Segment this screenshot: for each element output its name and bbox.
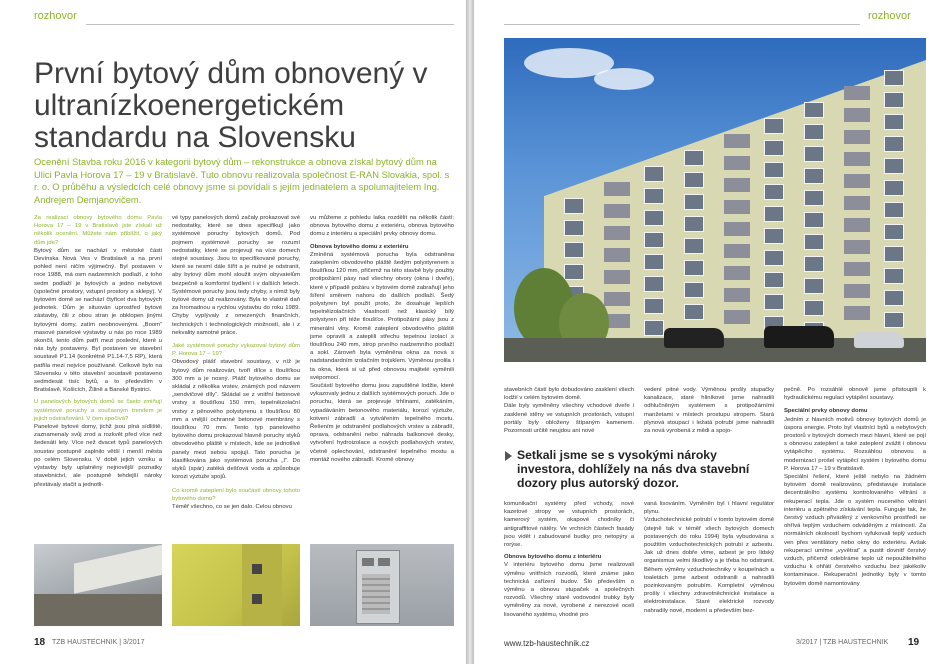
footer-magazine-right: 3/2017 | TZB HAUSTECHNIK <box>796 639 889 646</box>
window <box>644 188 664 204</box>
subheading: Obnova bytového domu z exteriéru <box>310 243 409 250</box>
page-number: 18 <box>34 637 46 648</box>
window <box>804 190 824 206</box>
loggia <box>604 248 630 262</box>
paragraph: V interiéru bytového domu jsme realizovali výměnu vnitřních rozvodů, které známe jako technická zařízení budov. Šlo především o výměnu a obnovu stupaček a společných rozvodů. Všechny staré vodovodní trubky byly vyměněny za nové, vyrobené z nerezové oceli lisovaného systému, vhodné pro <box>504 562 634 618</box>
window <box>564 264 584 280</box>
window <box>884 224 904 240</box>
window <box>804 256 824 272</box>
loggia <box>844 218 870 232</box>
paragraph: pečně. Po rozsáhlé obnově jsme přistoupili k hydraulickému regulaci vytápění soustavy. <box>784 387 926 402</box>
window <box>884 70 904 86</box>
pull-quote <box>505 448 755 490</box>
paragraph: Dále byly vyměněny všechny vchodové dveře i zasklené stěny ve vstupních prostorách, vstupní portály byly obloženy štípaným kamenem. Pozornosti určitě neujdou ani nové <box>504 403 634 435</box>
loggia <box>844 306 870 320</box>
loggia <box>724 134 750 148</box>
window <box>804 300 824 316</box>
window <box>564 242 584 258</box>
loggia <box>844 196 870 210</box>
window <box>764 228 784 244</box>
window <box>804 278 824 294</box>
text-column-3 <box>310 214 454 542</box>
paragraph: vedení pitné vody. Výměnou prošly stupačky kanalizace, staré hliníkové jsme nahradili odhlučněným systémem s protipožárními manžetami v místech prostupu stropem. Stará plynová stoupací i ležatá potrubí jsme nahradili za nová vyrobená z mědi a spojo- <box>644 387 774 435</box>
loggia <box>724 266 750 280</box>
window <box>684 172 704 188</box>
window <box>564 220 584 236</box>
window <box>804 168 824 184</box>
loggia <box>604 204 630 218</box>
subheading: Speciální prvky obnovy domu <box>784 408 868 415</box>
photo-facade-detail <box>34 544 162 626</box>
loggia <box>844 86 870 100</box>
left-page <box>0 0 466 664</box>
paragraph: Bytový dům se nachází v městské části Devínska Nová Ves v Bratislavě a na první pohled není ničím výjimečný. Byl postaven v roce 1988, má osm nadzemních podlaží, z toho sedm podlaží je bytových a jedno nebytové (společné prostory, vstupní prostory a sklepy). V bytovém domě se nachází čtyřicet dva bytových jednotek. Dům je situován uprostřed bytové zástavby, čili z obou stran je obklopen jinými bytovými domy, zatím neobnovenými. „Boom“ masové panelové výstavby u nás po roce 1989 skončil, tento dům patří mezi poslední, které u nás byly postaveny. Byl postaven ve stavební soustavě P1.14 (konkrétně P1.14-7,5 RP), která patřila mezi nejvíce používané. Celkově bylo na Slovensku v této stavební soustavě postaveno sedmdesát tisíc bytů, a to především v Bratislavě, Košicích, Žilině a Banské Bystrici. <box>34 247 162 394</box>
window <box>644 232 664 248</box>
photo-loggia-detail <box>172 544 300 626</box>
loggia <box>604 226 630 240</box>
triangle-bullet-icon <box>505 451 512 461</box>
loggia <box>844 284 870 298</box>
loggia <box>724 178 750 192</box>
photo-apartment-building <box>504 38 926 362</box>
window <box>884 268 904 284</box>
loggia <box>844 108 870 122</box>
photo-intercom-panel <box>310 544 454 626</box>
loggia <box>844 174 870 188</box>
subheading: Obnova bytového domu z interiéru <box>504 554 602 561</box>
loggia <box>724 222 750 236</box>
loggia <box>724 244 750 258</box>
window <box>764 184 784 200</box>
window <box>684 282 704 298</box>
window <box>884 114 904 130</box>
window <box>684 238 704 254</box>
window <box>684 150 704 166</box>
loggia <box>844 262 870 276</box>
paragraph: vu můžeme z pohledu laika rozdělit na několik částí: obnova bytového domu z exteriéru, obnova bytového domu z interiéru a speciální prvky obnovy domu. <box>310 215 454 238</box>
window <box>644 298 664 314</box>
loggia <box>724 310 750 324</box>
window <box>764 294 784 310</box>
paragraph: Obvodový plášť stavební soustavy, v níž je bytový dům realizován, tvoří dílce s tloušťkou 300 mm a je nosný. Plášť bytového domu se skládal z několika vrstev, známých pod názvem „sendvičové díly“. Skládal se z vnitřní betonové vrstvy s tloušťkou 150 mm, tepelněizolační vrstvy z pěnového polystyrenu s tloušťkou 80 mm a vnější ochranné betonové membrány s tloušťkou 70 mm. Tento typ panelového bytového domu prokazoval hlavně poruchy styků obvodového pláště v místech, kde se jednotlivé panely mezi sebou spojují. Tato porucha je klasifikována jako systémová porucha „I“. Do styků (spár) zatéká dešťová voda a způsobuje korozi výztuže spojů. <box>172 359 300 481</box>
window <box>684 304 704 320</box>
window <box>764 272 784 288</box>
window <box>804 124 824 140</box>
window <box>564 198 584 214</box>
paragraph: stavebních částí bylo dobudováno zasklení všech lodžií v celém bytovém domě. <box>504 387 634 402</box>
text-column-2 <box>172 214 300 542</box>
header-rule <box>86 24 454 25</box>
window <box>884 158 904 174</box>
window <box>644 276 664 292</box>
loggia <box>604 182 630 196</box>
section-label-right: rozhovor <box>868 10 911 22</box>
window <box>804 102 824 118</box>
window <box>684 194 704 210</box>
window <box>764 162 784 178</box>
question: U panelových bytových domů se často zmiňují systémové poruchy a současným trendem je jejich odstraňování. V čem spočívá? <box>34 399 162 422</box>
window <box>804 146 824 162</box>
window <box>684 216 704 232</box>
paragraph: Vzduchotechnické potrubí v tomto bytovém domě (stejně tak v téměř všech bytových domech postavených do roku 1994) byla vybudována s použitím vzduchotechnických potrubí z azbestu. Jak už dnes dobře víme, azbest je pro lidský organismus velmi škodlivý a je třeba ho odstranit. Během výměny vzduchotechniky v koupelnách a toaletách jsme azbest odstranili a nahradili pozinkovaným potrubím. Kompletní výměnou prošly i všechny zdravotněchnické instalace a elektroinstalace. Staré elektrické rozvody nahradily nové, moderní a především bez- <box>644 517 774 614</box>
window <box>764 250 784 266</box>
section-label: rozhovor <box>34 10 77 22</box>
question: Za realizaci obnovy bytového domu Pavla Horova 17 – 19 v Bratislavě jste získali už několik ocenění. Můžete nám přiblížit, o jaký dům jde? <box>34 215 162 246</box>
window <box>884 136 904 152</box>
window <box>884 246 904 262</box>
window <box>884 312 904 328</box>
window <box>884 202 904 218</box>
right-column-3 <box>784 386 926 632</box>
pull-quote-text: Setkali jsme se s vysokými nároky investora, dohlížely na nás dva stavební dozory plus autorský dozor. <box>517 448 750 490</box>
text-column-1 <box>34 214 162 542</box>
question: Co kromě zateplení bylo součástí obnovy tohoto bytového domu? <box>172 487 300 502</box>
paragraph: komunikační systémy před vchody, nové kazetové stropy ve vstupních prostorách, kamerový systém, okapové chodníky či antigraffitové nátěry. Ve vrchních částech fasády jsou vidět i zabudované budky pro netopýry a rorýse. <box>504 501 634 549</box>
paragraph: Zmíněná systémová porucha byla odstraněna zateplením obvodového pláště šedým polystyrenem s tloušťkou 120 mm, přičemž na této stavbě byly použity protipožární pásy nad všechny otvory (okna i dveře), které v případě požáru v bytovém domě zabraňují jeho šíření směrem nahoru do dalších podlaží. Šedý polystyren byl použit proto, že dosahuje lepších tepelněizolačních vlastností než klasický bílý polystyren při téže tloušťce. Protipožární pásy jsou z minerální vlny. Kromě zateplení obvodového pláště jsme opravili a zateplili střechu tepelnou izolací s tloušťkou 240 mm, strop prvního nadzemního podlaží a sokl. Zároveň byla vyměněna okna za nová s nadstandardním izolačním trojsklem. Výměnou prolila i ta okna, která si už před obnovou majitelé vyměnili svépomocí. <box>310 251 454 381</box>
window <box>644 254 664 270</box>
right-column-2-top <box>644 386 774 446</box>
window <box>884 290 904 306</box>
window <box>884 180 904 196</box>
window <box>764 206 784 222</box>
right-column-1-top <box>504 386 634 446</box>
footer-website: www.tzb-haustechnik.cz <box>504 639 590 648</box>
loggia <box>604 292 630 306</box>
window <box>684 260 704 276</box>
paragraph: Téměř všechno, co se jen dalo. Celou obnovu <box>172 503 292 510</box>
footer-magazine: TZB HAUSTECHNIK | 3/2017 <box>52 639 145 646</box>
right-column-1-bottom <box>504 500 634 632</box>
window <box>644 210 664 226</box>
header-rule-right <box>504 24 860 25</box>
paragraph: Jedním z hlavních motivů obnovy bytových domů je úspora energie. Proto byl vlastníci bytů a nebytových prostorů v bytových domech mezi hlavní, které se pojí s obnovou zateplení a také zateplení zvážit i obnovu vytápěcího systému. Rozsáhlou obnovou a modernizací prošel vytápěcí systém i bytového domu P. Horova 17 – 19 v Bratislavě. <box>784 416 926 472</box>
window <box>764 140 784 156</box>
paragraph: Součástí bytového domu jsou zapuštěné lodžie, které vykazovaly jednu z dalších systémových poruch. Jde o poruchu, která se projevuje trhlinami, zatékáním, vypadáváním betonového materiálu, korozí výztuže, kotvení zábradlí a vytvářením tepelného mostu. Řešením je odstranění podlahových vrstev a zábradlí, oprava, odstranění nebo náhrada balkonové desky, vytvoření hydroizolace a nových podlahových vrstev, včetně oplechování, odstranění tepelného mostu a montáž nového zábradlí. Kromě obnovy <box>310 383 454 463</box>
paragraph: Speciální řešení, které ještě nebylo na žádném bytovém domě realizováno, představuje instalace decentrálního systému kontrolovaného větrání s rekuperací tepla. Jde o systém nuceného větrání interiéru a zpětného získávání tepla. Funguje tak, že čerstvý vzduch přiváděný z venkovního prostředí se ohřívá teplým vzduchem odváděným z místností. Za normálních okolností bychom vyfukovali teplý vzduch ven přes ventilátory nebo okny do exteriéru. Avšak rekuperací umíme „vyvětrat“ a pustit dovnitř čerstvý vzduch, přičemž odebíráme teplo už nepoužitelného vzduchu k ohřátí čerstvého vzduchu bez jakékoliv kontaminace. Rekuperační jednotky byly v tomto bytovém domě namontovány <box>784 474 926 587</box>
loggia <box>844 130 870 144</box>
window <box>804 234 824 250</box>
window <box>644 320 664 336</box>
loggia <box>844 152 870 166</box>
loggia <box>724 200 750 214</box>
loggia <box>724 156 750 170</box>
window <box>644 166 664 182</box>
spread-gutter <box>466 0 474 664</box>
right-column-2-bottom <box>644 500 774 632</box>
page-number-right: 19 <box>908 637 920 648</box>
loggia <box>844 240 870 254</box>
paragraph: Panelové bytové domy, jichž jsou plná sídliště, zaznamenaly svůj zrod a rozkvět před více než šedesáti lety. Více než dvacet typů panelových soustav postupně zaplnilo větší i menší města po celém Slovensku. V době jejich vzniku a výstavby byly uplatněny nejnovější poznatky stavebnictví, ale postupně tehdejší nároky přestávaly stačit a jednotli- <box>34 424 162 488</box>
article-lead: Ocenění Stavba roku 2016 v kategorii bytový dům – rekonstrukce a obnova získal bytový dům na Ulici Pavla Horova 17 – 19 v Bratislavě. Tuto obnovu realizovala společnost E-RAN Slovakia, spol. s r. o. O průběhu a výsledcích celé obnovy jsme si povídali s jejím jednatelem a spolumajitelem Ing. Andrejem Demjanovičem. <box>34 156 450 205</box>
article-title: První bytový dům obnovený v ultranízkoenergetickém standardu na Slovensku <box>34 57 428 154</box>
question: Jaké systémové poruchy vykazoval bytový dům P. Horova 17 – 19? <box>172 343 300 358</box>
paragraph: vé typy panelových domů začaly prokazovat své nedostatky, které se dnes specifikují jako systémové poruchy bytových domů. Pod pojmem systémové poruchy se rozumí nedostatky, které se projevují na více domech stejné soustavy. Jsou to specifikované poruchy, které se nesmí dále šířit a je nutné je odstranit, aby bytový dům mohl sloužit svým obyvatelům bezpečně a komfortní bydlení i v dalších letech. Systémové poruchy jsou tedy chyby, s nimiž byly bytové domy už realizovány. Byla to vlastně daň za hromadnou a rychlou výstavbu do roku 1989. Chyby vyplývaly z omezených finančních, technických i technologických možností, ale i z nekvality samotné práce. <box>172 215 300 336</box>
loggia <box>604 270 630 284</box>
window <box>764 118 784 134</box>
loggia <box>724 288 750 302</box>
window <box>804 212 824 228</box>
paragraph: vaná lisováním. Vyměněn byl i hlavní regulátor plynu. <box>644 501 774 516</box>
window <box>884 92 904 108</box>
